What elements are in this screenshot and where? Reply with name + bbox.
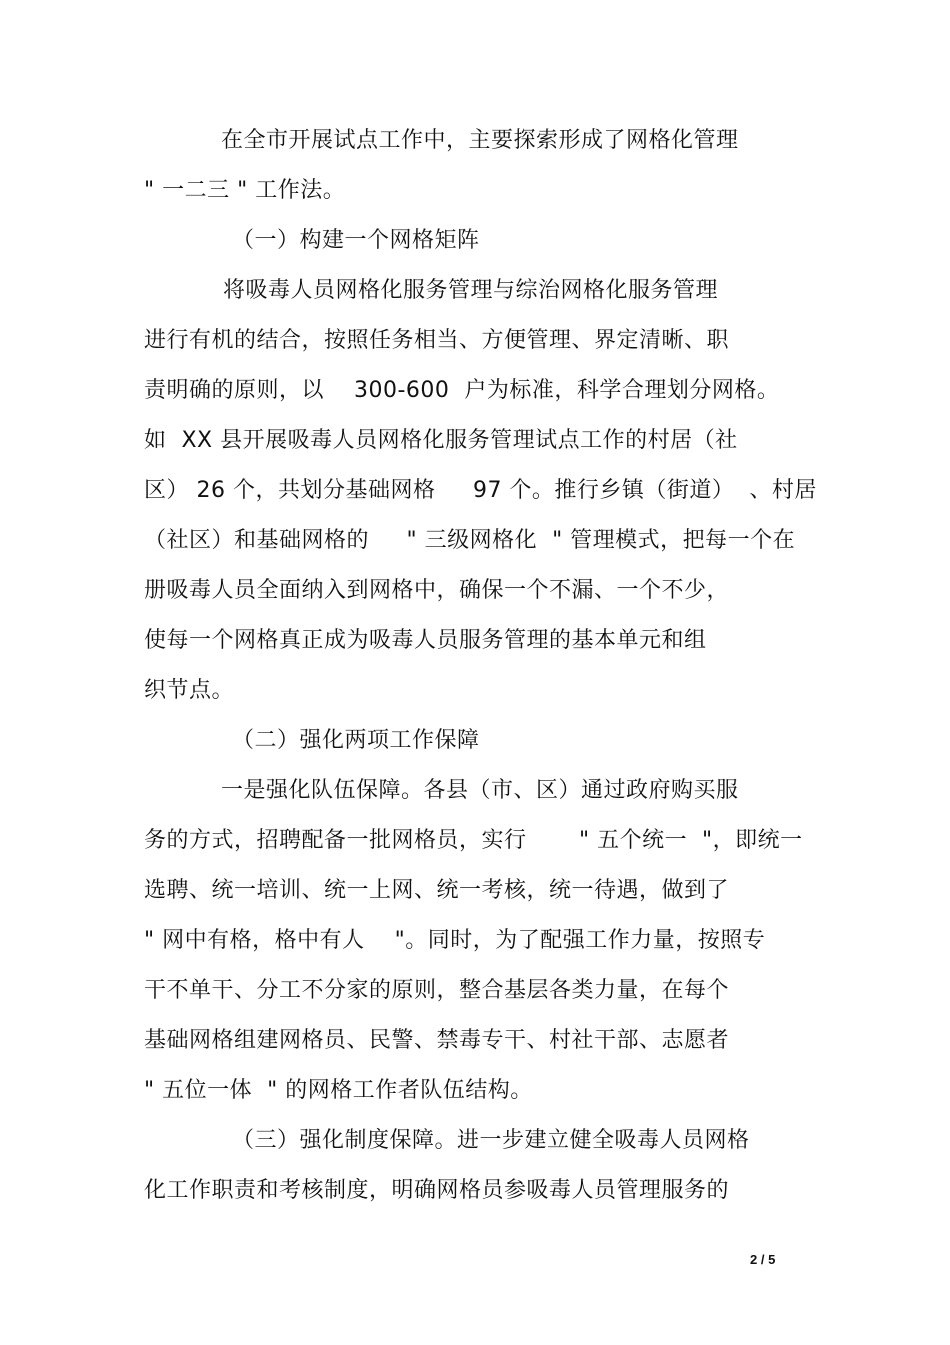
text-line: 在全市开展试点工作中，主要探索形成了网格化管理 xyxy=(221,128,739,153)
text-line: 责明确的原则，以 300-600 户为标准，科学合理划分网格。 xyxy=(144,378,780,403)
text-line: 一是强化队伍保障。各县（市、区）通过政府购买服 xyxy=(221,778,739,803)
page-number: 2 / 5 xyxy=(750,1252,776,1267)
section-heading-3: （三）强化制度保障。进一步建立健全吸毒人员网格 xyxy=(232,1128,750,1153)
text-line: 如 XX 县开展吸毒人员网格化服务管理试点工作的村居（社 xyxy=(144,428,738,453)
text-line: 织节点。 xyxy=(144,678,235,703)
text-line: 将吸毒人员网格化服务管理与综治网格化服务管理 xyxy=(223,278,719,303)
section-heading-2: （二）强化两项工作保障 xyxy=(232,728,480,753)
text-line: 使每一个网格真正成为吸毒人员服务管理的基本单元和组 xyxy=(144,628,707,653)
text-line: " 五位一体 " 的网格工作者队伍结构。 xyxy=(144,1078,533,1103)
text-line: （社区）和基础网格的 " 三级网格化 " 管理模式，把每一个在 xyxy=(144,528,796,553)
section-heading-1: （一）构建一个网格矩阵 xyxy=(232,228,480,253)
text-line: 干不单干、分工不分家的原则，整合基层各类力量，在每个 xyxy=(144,978,730,1003)
text-line: 化工作职责和考核制度，明确网格员参吸毒人员管理服务的 xyxy=(144,1178,730,1203)
text-line: 进行有机的结合，按照任务相当、方便管理、界定清晰、职 xyxy=(144,328,730,353)
text-line: 选聘、统一培训、统一上网、统一考核，统一待遇，做到了 xyxy=(144,878,730,903)
text-line: 基础网格组建网格员、民警、禁毒专干、村社干部、志愿者 xyxy=(144,1028,730,1053)
text-line: 册吸毒人员全面纳入到网格中，确保一个不漏、一个不少， xyxy=(144,578,730,603)
text-line: " 网中有格，格中有人 "。同时，为了配强工作力量，按照专 xyxy=(144,928,766,953)
text-line: " 一二三 " 工作法。 xyxy=(144,178,346,203)
text-line: 区） 26 个，共划分基础网格 97 个。推行乡镇（街道） 、村居 xyxy=(144,478,817,503)
text-line: 务的方式，招聘配备一批网格员，实行 " 五个统一 "，即统一 xyxy=(144,828,803,853)
